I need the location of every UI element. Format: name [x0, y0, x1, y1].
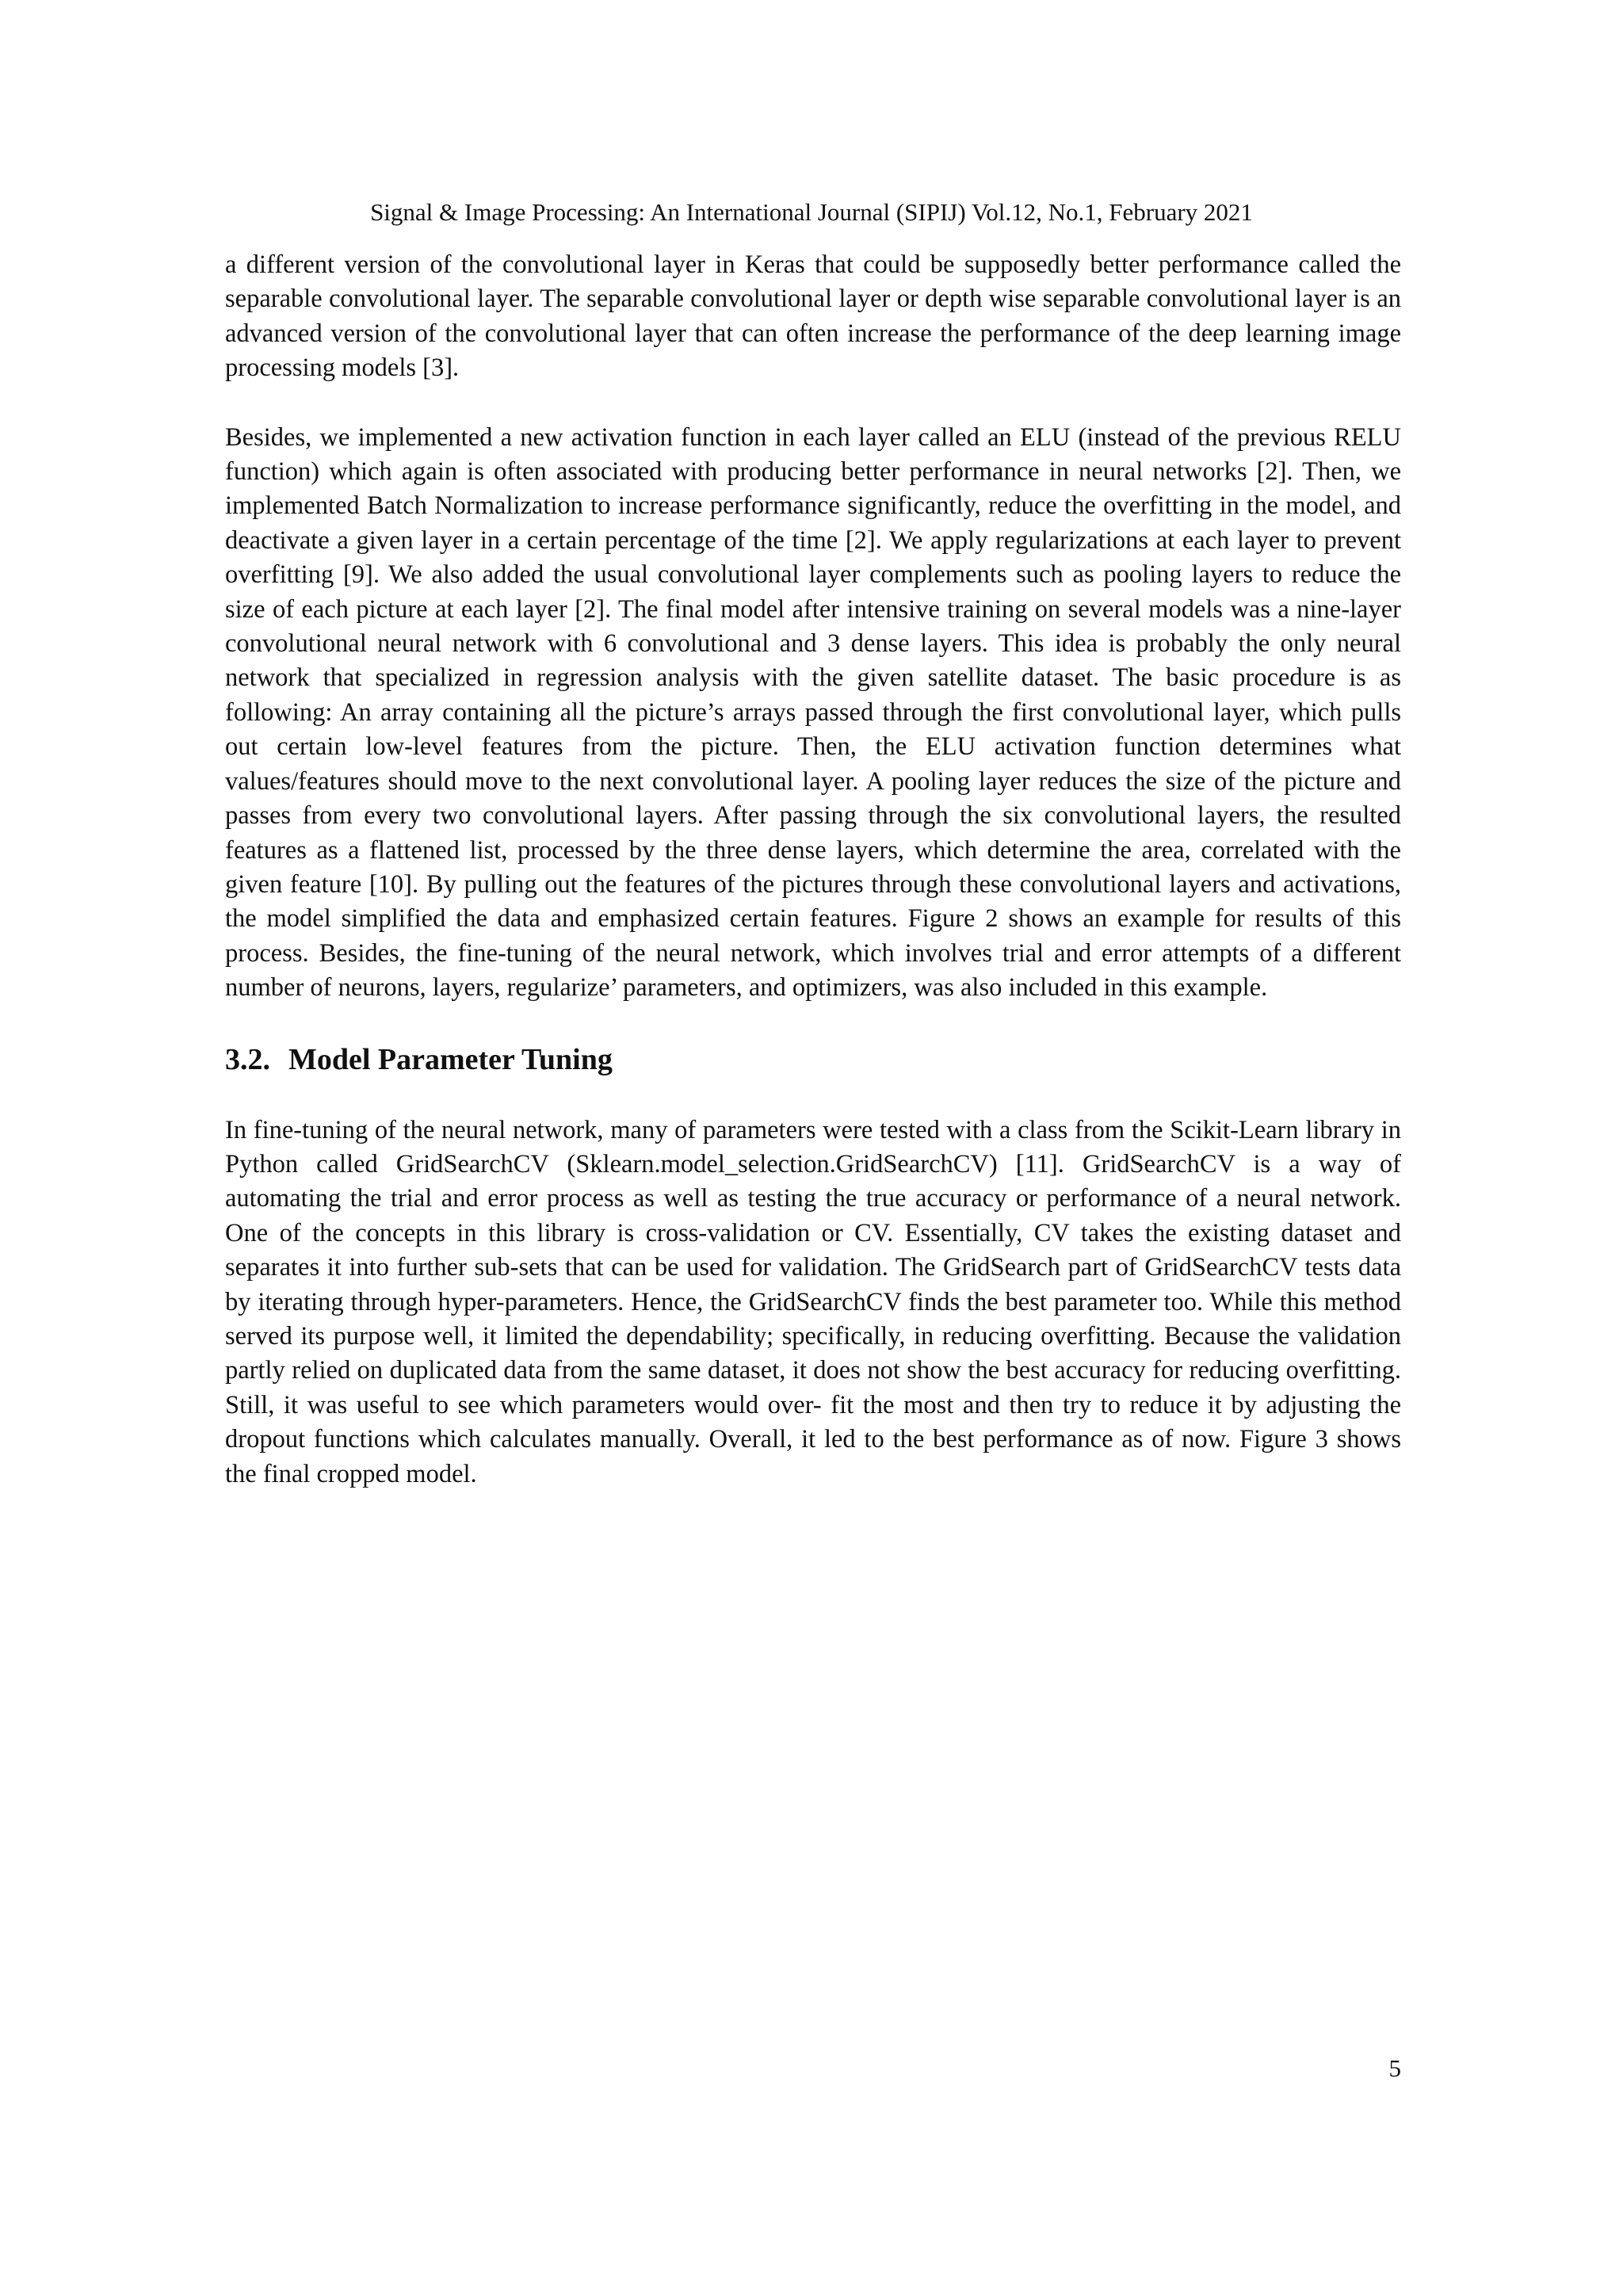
- paragraph-separable-conv: a different version of the convolutional layer in Keras that could be supposedly better performance called the separable convolutional layer. The separable convolutional layer or depth wise separable convolutional layer is an advanced version of the convolutional layer that can often increase the performance of the deep learning image processing models [3].: [225, 250, 1401, 383]
- page-body: [225, 248, 1401, 1492]
- page-number: 5: [1388, 2054, 1401, 2082]
- section-heading: [225, 1041, 1401, 1079]
- running-header: Signal & Image Processing: An International Journal (SIPIJ) Vol.12, No.1, February 2021: [370, 198, 1253, 226]
- section-number: 3.2.: [225, 1042, 270, 1076]
- paragraph-grid-search: In fine-tuning of the neural network, many of parameters were tested with a class from the Scikit-Learn library in Python called GridSearchCV (Sklearn.model_selection.GridSearchCV) [11]. GridSearchCV is a way of automating the trial and error process as well as testing the true accuracy or performance of a neural network. One of the concepts in this library is cross-validation or CV. Essentially, CV takes the existing dataset and separates it into further sub-sets that can be used for validation. The GridSearch part of GridSearchCV tests data by iterating through hyper-parameters. Hence, the GridSearchCV finds the best parameter too. While this method served its purpose well, it limited the dependability; specifically, in reducing overfitting. Because the validation partly relied on duplicated data from the same dataset, it does not show the best accuracy for reducing overfitting. Still, it was useful to see which parameters would over- fit the most and then try to reduce it by adjusting the dropout functions which calculates manually. Overall, it led to the best performance as of now. Figure 3 shows the final cropped model.: [225, 1115, 1401, 1488]
- section-title: Model Parameter Tuning: [288, 1042, 613, 1076]
- paragraph-model-architecture: Besides, we implemented a new activation function in each layer called an ELU (instead of the previous RELU function) which again is often associated with producing better performance in neural networks [2]. Then, we implemented Batch Normalization to increase performance significantly, reduce the overfitting in the model, and deactivate a given layer in a certain percentage of the time [2]. We apply regularizations at each layer to prevent overfitting [9]. We also added the usual convolutional layer complements such as pooling layers to reduce the size of each picture at each layer [2]. The final model after intensive training on several models was a nine-layer convolutional neural network with 6 convolutional and 3 dense layers. This idea is probably the only neural network that specialized in regression analysis with the given satellite dataset. The basic procedure is as following: An array containing all the picture’s arrays passed through the first convolutional layer, which pulls out certain low-level features from the picture. Then, the ELU activation function determines what values/features should move to the next convolutional layer. A pooling layer reduces the size of the picture and passes from every two convolutional layers. After passing through the six convolutional layers, the resulted features as a flattened list, processed by the three dense layers, which determine the area, correlated with the given feature [10]. By pulling out the features of the pictures through these convolutional layers and activations, the model simplified the data and emphasized certain features. Figure 2 shows an example for results of this process. Besides, the fine-tuning of the neural network, which involves trial and error attempts of a different number of neurons, layers, regularize’ parameters, and optimizers, was also included in this example.: [225, 422, 1401, 1003]
